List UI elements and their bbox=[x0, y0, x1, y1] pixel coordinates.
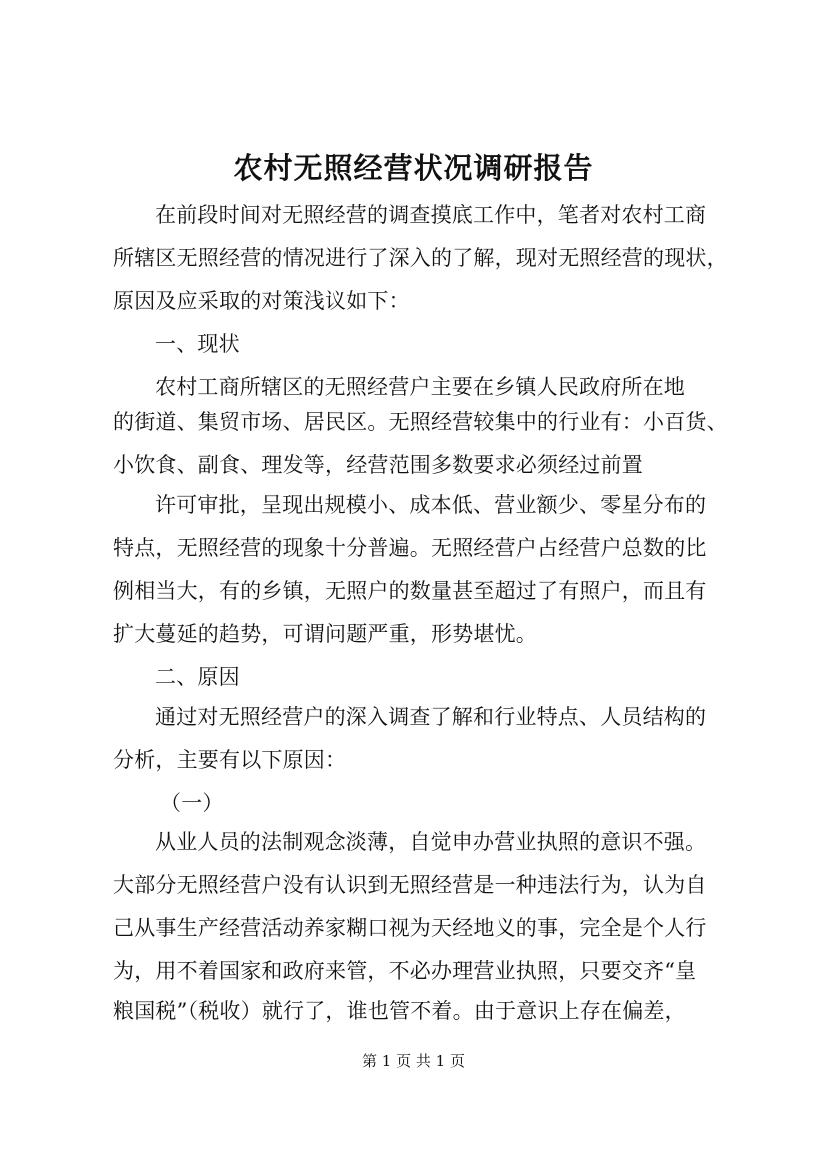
paragraph-line: 原因及应采取的对策浅议如下： bbox=[113, 289, 410, 313]
section-heading: 一、现状 bbox=[155, 332, 240, 356]
paragraph-line: 分析，主要有以下原因： bbox=[113, 748, 347, 772]
paragraph-line: 大部分无照经营户没有认识到无照经营是一种违法行为，认为自 bbox=[113, 873, 707, 897]
subsection-heading: （一） bbox=[160, 791, 224, 815]
document-title: 农村无照经营状况调研报告 bbox=[233, 151, 594, 185]
paragraph-line: 粮国税”（税收）就行了，谁也管不着。由于意识上存在偏差， bbox=[113, 999, 686, 1023]
paragraph-line: 许可审批，呈现出规模小、成本低、营业额少、零星分布的 bbox=[155, 493, 707, 517]
paragraph-line: 特点，无照经营的现象十分普遍。无照经营户占经营户总数的比 bbox=[113, 536, 707, 560]
paragraph-line: 从业人员的法制观念淡薄，自觉申办营业执照的意识不强。 bbox=[155, 830, 707, 854]
paragraph-line: 例相当大，有的乡镇，无照户的数量甚至超过了有照户，而且有 bbox=[113, 579, 707, 603]
page-number: 第 1 页 共 1 页 bbox=[362, 1052, 465, 1070]
paragraph-line: 通过对无照经营户的深入调查了解和行业特点、人员结构的 bbox=[155, 705, 707, 729]
section-heading: 二、原因 bbox=[155, 665, 240, 689]
paragraph-line: 农村工商所辖区的无照经营户主要在乡镇人民政府所在地 bbox=[155, 375, 685, 399]
paragraph-line: 扩大蔓延的趋势，可谓问题严重，形势堪忧。 bbox=[113, 622, 537, 646]
paragraph-line: 为，用不着国家和政府来管，不必办理营业执照，只要交齐“皇 bbox=[113, 959, 697, 983]
paragraph-line: 所辖区无照经营的情况进行了深入的了解，现对无照经营的现状， bbox=[113, 246, 728, 270]
paragraph-line: 己从事生产经营活动养家糊口视为天经地义的事，完全是个人行 bbox=[113, 916, 707, 940]
paragraph-line: 的街道、集贸市场、居民区。无照经营较集中的行业有：小百货、 bbox=[113, 410, 728, 434]
paragraph-line: 小饮食、副食、理发等，经营范围多数要求必须经过前置 bbox=[113, 453, 643, 477]
paragraph-line: 在前段时间对无照经营的调查摸底工作中，笔者对农村工商 bbox=[155, 203, 707, 227]
